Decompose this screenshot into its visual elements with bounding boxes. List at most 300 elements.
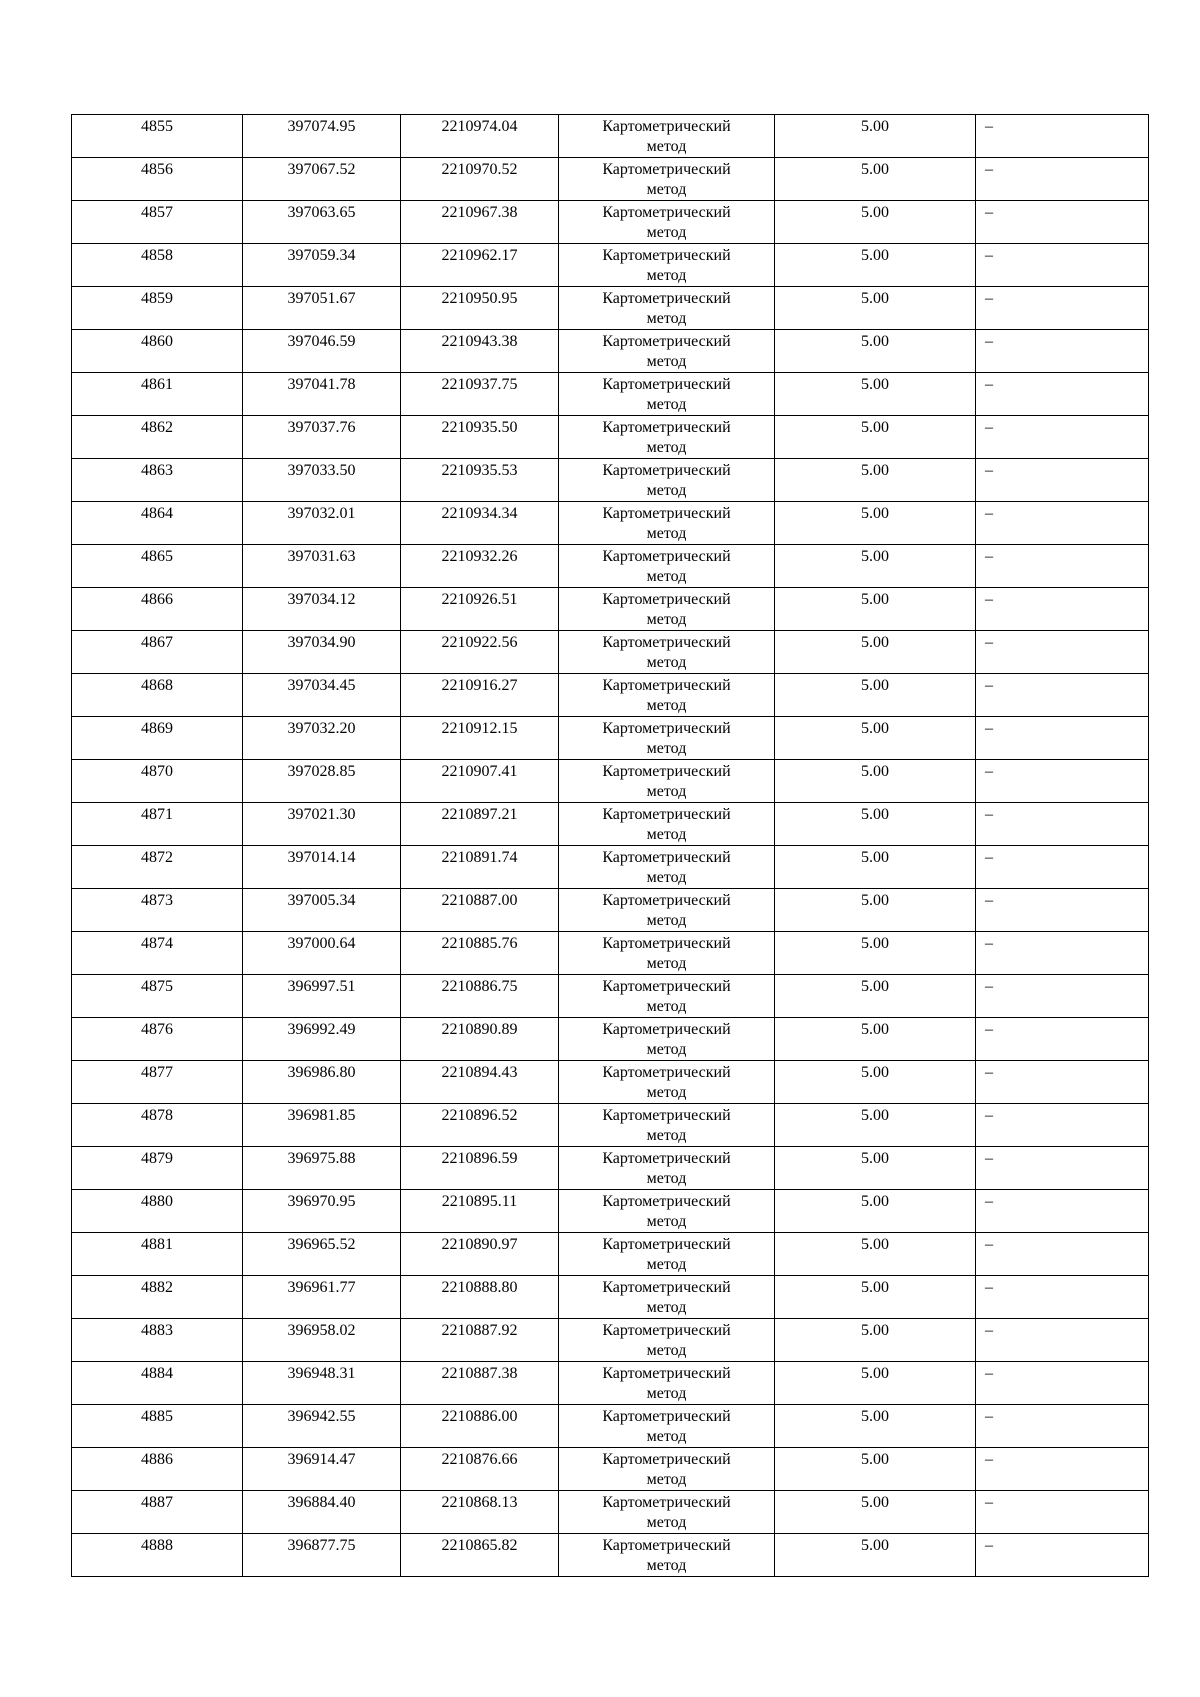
method-text <box>559 631 774 673</box>
method-line-1: Картометрический <box>602 161 731 178</box>
accuracy-value: 5.00 <box>861 1279 889 1296</box>
y-coordinate: 2210888.80 <box>441 1279 518 1296</box>
description-cell <box>976 545 1149 588</box>
y-coordinate-cell <box>401 674 559 717</box>
description-value: – <box>985 806 993 823</box>
accuracy-cell <box>775 158 976 201</box>
accuracy-value: 5.00 <box>861 548 889 565</box>
point-number: 4877 <box>141 1064 173 1081</box>
accuracy-cell <box>775 502 976 545</box>
x-coordinate: 396970.95 <box>287 1193 356 1210</box>
x-coordinate: 396948.31 <box>287 1365 356 1382</box>
y-coordinate: 2210876.66 <box>441 1451 518 1468</box>
accuracy-value: 5.00 <box>861 505 889 522</box>
method-cell <box>559 545 775 588</box>
method-cell <box>559 459 775 502</box>
method-cell <box>559 244 775 287</box>
method-cell <box>559 1448 775 1491</box>
method-text <box>559 502 774 544</box>
method-line-2: метод <box>646 525 687 542</box>
method-text <box>559 115 774 157</box>
method-line-1: Картометрический <box>602 978 731 995</box>
table-row <box>72 416 1149 459</box>
description-value: – <box>985 505 993 522</box>
x-coordinate: 397034.90 <box>287 634 356 651</box>
method-line-1: Картометрический <box>602 677 731 694</box>
method-text <box>559 846 774 888</box>
x-coordinate-cell <box>243 1190 401 1233</box>
x-coordinate: 397000.64 <box>287 935 356 952</box>
description-cell <box>976 803 1149 846</box>
description-cell <box>976 1491 1149 1534</box>
method-line-1: Картометрический <box>602 634 731 651</box>
accuracy-value: 5.00 <box>861 462 889 479</box>
description-value: – <box>985 1236 993 1253</box>
point-number-cell <box>72 330 243 373</box>
method-text <box>559 932 774 974</box>
table-row <box>72 1190 1149 1233</box>
point-number: 4871 <box>141 806 173 823</box>
method-line-2: метод <box>646 1084 687 1101</box>
method-line-2: метод <box>646 482 687 499</box>
y-coordinate-cell <box>401 1190 559 1233</box>
accuracy-cell <box>775 416 976 459</box>
x-coordinate: 396997.51 <box>287 978 356 995</box>
point-number: 4874 <box>141 935 173 952</box>
accuracy-value: 5.00 <box>861 204 889 221</box>
y-coordinate: 2210907.41 <box>441 763 518 780</box>
y-coordinate-cell <box>401 1147 559 1190</box>
accuracy-cell <box>775 631 976 674</box>
y-coordinate: 2210943.38 <box>441 333 518 350</box>
point-number: 4880 <box>141 1193 173 1210</box>
x-coordinate: 396884.40 <box>287 1494 356 1511</box>
point-number-cell <box>72 115 243 158</box>
accuracy-cell <box>775 1319 976 1362</box>
accuracy-value: 5.00 <box>861 1107 889 1124</box>
y-coordinate: 2210890.89 <box>441 1021 518 1038</box>
y-coordinate-cell <box>401 932 559 975</box>
method-cell <box>559 760 775 803</box>
table-row <box>72 158 1149 201</box>
table-row <box>72 459 1149 502</box>
description-cell <box>976 1190 1149 1233</box>
description-value: – <box>985 1322 993 1339</box>
x-coordinate: 397063.65 <box>287 204 356 221</box>
y-coordinate-cell <box>401 1319 559 1362</box>
accuracy-value: 5.00 <box>861 677 889 694</box>
description-value: – <box>985 1193 993 1210</box>
point-number-cell <box>72 1147 243 1190</box>
coordinates-table <box>71 114 1149 1577</box>
x-coordinate-cell <box>243 1061 401 1104</box>
point-number: 4885 <box>141 1408 173 1425</box>
method-line-2: метод <box>646 1299 687 1316</box>
description-value: – <box>985 1064 993 1081</box>
accuracy-value: 5.00 <box>861 720 889 737</box>
description-value: – <box>985 935 993 952</box>
point-number: 4883 <box>141 1322 173 1339</box>
method-text <box>559 1276 774 1318</box>
accuracy-value: 5.00 <box>861 1408 889 1425</box>
method-line-1: Картометрический <box>602 247 731 264</box>
x-coordinate: 397067.52 <box>287 161 356 178</box>
x-coordinate: 397046.59 <box>287 333 356 350</box>
x-coordinate-cell <box>243 889 401 932</box>
method-line-2: метод <box>646 740 687 757</box>
y-coordinate: 2210887.38 <box>441 1365 518 1382</box>
point-number-cell <box>72 1190 243 1233</box>
point-number: 4881 <box>141 1236 173 1253</box>
point-number-cell <box>72 717 243 760</box>
accuracy-cell <box>775 545 976 588</box>
point-number: 4855 <box>141 118 173 135</box>
accuracy-cell <box>775 803 976 846</box>
x-coordinate: 397021.30 <box>287 806 356 823</box>
point-number: 4862 <box>141 419 173 436</box>
table-row <box>72 846 1149 889</box>
method-line-2: метод <box>646 697 687 714</box>
description-cell <box>976 1276 1149 1319</box>
table-row <box>72 1061 1149 1104</box>
x-coordinate-cell <box>243 1018 401 1061</box>
description-cell <box>976 717 1149 760</box>
method-line-1: Картометрический <box>602 1193 731 1210</box>
method-line-1: Картометрический <box>602 1494 731 1511</box>
accuracy-value: 5.00 <box>861 1494 889 1511</box>
accuracy-value: 5.00 <box>861 419 889 436</box>
y-coordinate: 2210912.15 <box>441 720 518 737</box>
accuracy-cell <box>775 1534 976 1577</box>
description-value: – <box>985 1494 993 1511</box>
x-coordinate: 397032.01 <box>287 505 356 522</box>
point-number-cell <box>72 502 243 545</box>
method-text <box>559 803 774 845</box>
description-cell <box>976 1362 1149 1405</box>
accuracy-cell <box>775 1190 976 1233</box>
point-number-cell <box>72 1405 243 1448</box>
accuracy-value: 5.00 <box>861 1193 889 1210</box>
table-row <box>72 674 1149 717</box>
method-cell <box>559 803 775 846</box>
y-coordinate-cell <box>401 1104 559 1147</box>
y-coordinate: 2210885.76 <box>441 935 518 952</box>
accuracy-cell <box>775 1276 976 1319</box>
method-line-1: Картометрический <box>602 462 731 479</box>
accuracy-cell <box>775 1362 976 1405</box>
y-coordinate-cell <box>401 502 559 545</box>
x-coordinate: 397037.76 <box>287 419 356 436</box>
description-value: – <box>985 161 993 178</box>
accuracy-cell <box>775 244 976 287</box>
point-number-cell <box>72 1319 243 1362</box>
x-coordinate-cell <box>243 760 401 803</box>
method-line-2: метод <box>646 912 687 929</box>
y-coordinate-cell <box>401 1362 559 1405</box>
y-coordinate: 2210886.75 <box>441 978 518 995</box>
description-cell <box>976 502 1149 545</box>
point-number-cell <box>72 416 243 459</box>
accuracy-value: 5.00 <box>861 978 889 995</box>
point-number: 4861 <box>141 376 173 393</box>
method-line-1: Картометрический <box>602 1451 731 1468</box>
x-coordinate-cell <box>243 1104 401 1147</box>
description-value: – <box>985 763 993 780</box>
table-row <box>72 244 1149 287</box>
method-line-1: Картометрический <box>602 763 731 780</box>
table-row <box>72 1534 1149 1577</box>
method-line-2: метод <box>646 181 687 198</box>
x-coordinate: 397031.63 <box>287 548 356 565</box>
method-line-1: Картометрический <box>602 505 731 522</box>
method-cell <box>559 932 775 975</box>
method-line-2: метод <box>646 353 687 370</box>
description-cell <box>976 1405 1149 1448</box>
method-cell <box>559 373 775 416</box>
accuracy-cell <box>775 287 976 330</box>
y-coordinate-cell <box>401 459 559 502</box>
accuracy-value: 5.00 <box>861 118 889 135</box>
description-value: – <box>985 591 993 608</box>
point-number-cell <box>72 846 243 889</box>
point-number-cell <box>72 201 243 244</box>
accuracy-cell <box>775 1491 976 1534</box>
description-cell <box>976 158 1149 201</box>
method-text <box>559 1448 774 1490</box>
description-cell <box>976 889 1149 932</box>
point-number: 4868 <box>141 677 173 694</box>
description-value: – <box>985 548 993 565</box>
description-cell <box>976 1061 1149 1104</box>
description-value: – <box>985 1451 993 1468</box>
method-cell <box>559 1362 775 1405</box>
y-coordinate-cell <box>401 717 559 760</box>
method-line-2: метод <box>646 1256 687 1273</box>
table-row <box>72 717 1149 760</box>
point-number-cell <box>72 975 243 1018</box>
description-cell <box>976 846 1149 889</box>
x-coordinate-cell <box>243 1448 401 1491</box>
method-line-2: метод <box>646 267 687 284</box>
y-coordinate-cell <box>401 1061 559 1104</box>
point-number: 4882 <box>141 1279 173 1296</box>
accuracy-value: 5.00 <box>861 1365 889 1382</box>
method-cell <box>559 1061 775 1104</box>
y-coordinate-cell <box>401 244 559 287</box>
y-coordinate: 2210887.00 <box>441 892 518 909</box>
method-cell <box>559 158 775 201</box>
method-line-2: метод <box>646 138 687 155</box>
x-coordinate: 396986.80 <box>287 1064 356 1081</box>
x-coordinate: 396877.75 <box>287 1537 356 1554</box>
table-row <box>72 1319 1149 1362</box>
method-text <box>559 1319 774 1361</box>
description-value: – <box>985 118 993 135</box>
accuracy-cell <box>775 889 976 932</box>
point-number-cell <box>72 1276 243 1319</box>
y-coordinate-cell <box>401 1405 559 1448</box>
method-line-1: Картометрический <box>602 591 731 608</box>
y-coordinate: 2210886.00 <box>441 1408 518 1425</box>
accuracy-value: 5.00 <box>861 1537 889 1554</box>
description-cell <box>976 1147 1149 1190</box>
y-coordinate-cell <box>401 416 559 459</box>
method-text <box>559 416 774 458</box>
point-number-cell <box>72 373 243 416</box>
table-row <box>72 932 1149 975</box>
point-number: 4869 <box>141 720 173 737</box>
y-coordinate-cell <box>401 889 559 932</box>
y-coordinate-cell <box>401 1534 559 1577</box>
y-coordinate: 2210890.97 <box>441 1236 518 1253</box>
method-line-2: метод <box>646 1213 687 1230</box>
y-coordinate-cell <box>401 1276 559 1319</box>
y-coordinate-cell <box>401 1233 559 1276</box>
x-coordinate: 397034.12 <box>287 591 356 608</box>
description-cell <box>976 330 1149 373</box>
point-number: 4866 <box>141 591 173 608</box>
method-line-1: Картометрический <box>602 1322 731 1339</box>
y-coordinate-cell <box>401 158 559 201</box>
point-number: 4870 <box>141 763 173 780</box>
table-row <box>72 330 1149 373</box>
method-text <box>559 1061 774 1103</box>
x-coordinate: 397041.78 <box>287 376 356 393</box>
point-number-cell <box>72 674 243 717</box>
x-coordinate-cell <box>243 287 401 330</box>
x-coordinate: 397034.45 <box>287 677 356 694</box>
method-line-2: метод <box>646 568 687 585</box>
method-cell <box>559 1276 775 1319</box>
table-row <box>72 1448 1149 1491</box>
description-cell <box>976 932 1149 975</box>
accuracy-value: 5.00 <box>861 1064 889 1081</box>
method-cell <box>559 1319 775 1362</box>
x-coordinate: 397032.20 <box>287 720 356 737</box>
method-text <box>559 330 774 372</box>
method-text <box>559 1491 774 1533</box>
point-number-cell <box>72 889 243 932</box>
point-number: 4860 <box>141 333 173 350</box>
x-coordinate-cell <box>243 1319 401 1362</box>
description-value: – <box>985 1408 993 1425</box>
accuracy-cell <box>775 201 976 244</box>
x-coordinate-cell <box>243 674 401 717</box>
y-coordinate: 2210916.27 <box>441 677 518 694</box>
point-number: 4867 <box>141 634 173 651</box>
accuracy-cell <box>775 1104 976 1147</box>
accuracy-cell <box>775 717 976 760</box>
table-row <box>72 1018 1149 1061</box>
table-row <box>72 975 1149 1018</box>
method-line-2: метод <box>646 1471 687 1488</box>
description-cell <box>976 975 1149 1018</box>
accuracy-cell <box>775 674 976 717</box>
table-row <box>72 1233 1149 1276</box>
description-value: – <box>985 462 993 479</box>
description-cell <box>976 373 1149 416</box>
table-row <box>72 760 1149 803</box>
x-coordinate-cell <box>243 330 401 373</box>
description-value: – <box>985 720 993 737</box>
point-number-cell <box>72 760 243 803</box>
accuracy-cell <box>775 1233 976 1276</box>
accuracy-value: 5.00 <box>861 247 889 264</box>
x-coordinate: 396942.55 <box>287 1408 356 1425</box>
description-cell <box>976 201 1149 244</box>
method-line-2: метод <box>646 783 687 800</box>
point-number-cell <box>72 1018 243 1061</box>
description-cell <box>976 1233 1149 1276</box>
point-number: 4878 <box>141 1107 173 1124</box>
x-coordinate-cell <box>243 459 401 502</box>
y-coordinate: 2210868.13 <box>441 1494 518 1511</box>
description-value: – <box>985 1537 993 1554</box>
accuracy-cell <box>775 330 976 373</box>
description-cell <box>976 115 1149 158</box>
accuracy-cell <box>775 1147 976 1190</box>
method-line-2: метод <box>646 869 687 886</box>
x-coordinate: 397074.95 <box>287 118 356 135</box>
x-coordinate-cell <box>243 975 401 1018</box>
point-number-cell <box>72 1104 243 1147</box>
table-row <box>72 373 1149 416</box>
method-text <box>559 1233 774 1275</box>
y-coordinate-cell <box>401 631 559 674</box>
x-coordinate: 397059.34 <box>287 247 356 264</box>
x-coordinate-cell <box>243 373 401 416</box>
method-cell <box>559 1405 775 1448</box>
point-number-cell <box>72 1061 243 1104</box>
x-coordinate-cell <box>243 416 401 459</box>
y-coordinate: 2210926.51 <box>441 591 518 608</box>
method-line-1: Картометрический <box>602 204 731 221</box>
method-line-2: метод <box>646 955 687 972</box>
accuracy-cell <box>775 760 976 803</box>
method-cell <box>559 1147 775 1190</box>
accuracy-value: 5.00 <box>861 849 889 866</box>
method-text <box>559 674 774 716</box>
y-coordinate: 2210865.82 <box>441 1537 518 1554</box>
method-line-2: метод <box>646 439 687 456</box>
y-coordinate: 2210896.52 <box>441 1107 518 1124</box>
description-cell <box>976 588 1149 631</box>
table-row <box>72 502 1149 545</box>
y-coordinate-cell <box>401 115 559 158</box>
method-cell <box>559 1190 775 1233</box>
accuracy-value: 5.00 <box>861 1150 889 1167</box>
y-coordinate: 2210896.59 <box>441 1150 518 1167</box>
description-value: – <box>985 978 993 995</box>
method-text <box>559 588 774 630</box>
description-cell <box>976 244 1149 287</box>
method-text <box>559 1362 774 1404</box>
description-value: – <box>985 204 993 221</box>
accuracy-value: 5.00 <box>861 935 889 952</box>
y-coordinate: 2210962.17 <box>441 247 518 264</box>
accuracy-cell <box>775 459 976 502</box>
method-line-1: Картометрический <box>602 333 731 350</box>
x-coordinate-cell <box>243 545 401 588</box>
table-row <box>72 631 1149 674</box>
method-cell <box>559 330 775 373</box>
method-line-2: метод <box>646 998 687 1015</box>
method-line-2: метод <box>646 611 687 628</box>
table-row <box>72 287 1149 330</box>
x-coordinate: 397033.50 <box>287 462 356 479</box>
method-line-1: Картометрический <box>602 548 731 565</box>
method-line-1: Картометрический <box>602 1064 731 1081</box>
